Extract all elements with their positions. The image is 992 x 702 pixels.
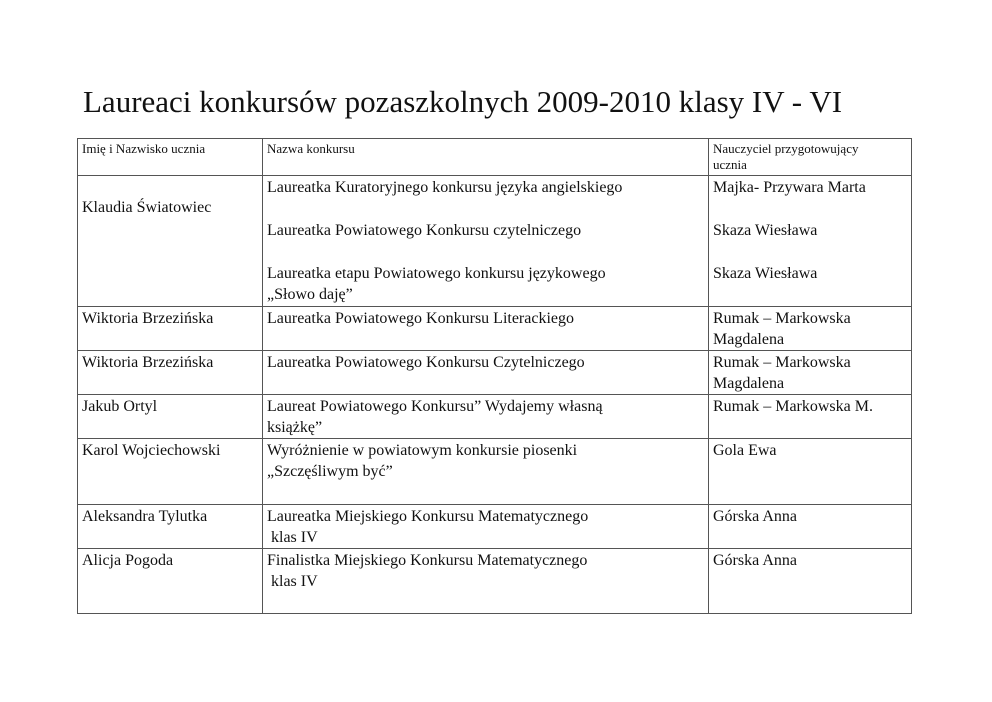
contest-name: Laureat Powiatowego Konkursu” Wydajemy własną	[267, 398, 603, 415]
table-row	[78, 351, 912, 395]
teacher-name: Skaza Wiesława	[713, 222, 818, 239]
table-row	[78, 549, 912, 614]
student-name: Alicja Pogoda	[78, 549, 263, 614]
contest-name-cont: „Szczęśliwym być”	[267, 463, 393, 480]
teacher-cell	[709, 176, 912, 307]
teacher-name: Rumak – Markowska	[713, 354, 851, 371]
student-name: Aleksandra Tylutka	[78, 505, 263, 549]
contest-name: Wyróżnienie w powiatowym konkursie piosenki	[267, 442, 578, 459]
student-name: Jakub Ortyl	[78, 395, 263, 439]
teacher-name: Górska Anna	[709, 505, 912, 549]
page-title: Laureaci konkursów pozaszkolnych 2009-2010 klasy IV - VI	[83, 84, 843, 119]
contest-name-cont: klas IV	[267, 573, 318, 590]
contest-name: Finalistka Miejskiego Konkursu Matematycznego	[267, 552, 588, 569]
contest-name: Laureatka Powiatowego Konkursu Literackiego	[263, 307, 709, 351]
table-row	[78, 439, 912, 505]
teacher-name-cont: Magdalena	[713, 331, 785, 348]
contest-name: Laureatka etapu Powiatowego konkursu językowego	[267, 265, 606, 282]
contest-cell	[263, 439, 709, 505]
header-teacher-line1: Nauczyciel przygotowujący	[713, 141, 859, 156]
contest-name: Laureatka Kuratoryjnego konkursu języka angielskiego	[267, 179, 623, 196]
laureates-table	[77, 138, 912, 614]
contest-cell	[263, 395, 709, 439]
header-teacher-line2: ucznia	[713, 157, 747, 172]
table-row	[78, 307, 912, 351]
table-header-row	[78, 139, 912, 176]
contest-name-cont: książkę”	[267, 419, 323, 436]
contest-cell	[263, 505, 709, 549]
header-student: Imię i Nazwisko ucznia	[78, 139, 263, 176]
teacher-name-cont: Magdalena	[713, 375, 785, 392]
teacher-cell	[709, 307, 912, 351]
teacher-name: Rumak – Markowska M.	[709, 395, 912, 439]
contest-name: Laureatka Miejskiego Konkursu Matematycznego	[267, 508, 589, 525]
teacher-name: Rumak – Markowska	[713, 310, 851, 327]
teacher-name: Majka- Przywara Marta	[713, 179, 866, 196]
contest-name-cont: klas IV	[267, 529, 318, 546]
teacher-name: Górska Anna	[709, 549, 912, 614]
teacher-name: Skaza Wiesława	[713, 265, 818, 282]
contest-name-cont: „Słowo daję”	[267, 286, 353, 303]
header-teacher	[709, 139, 912, 176]
contest-cell	[263, 549, 709, 614]
contest-name: Laureatka Powiatowego Konkursu Czytelniczego	[263, 351, 709, 395]
table-row	[78, 395, 912, 439]
student-name: Klaudia Światowiec	[82, 199, 212, 216]
teacher-name: Gola Ewa	[709, 439, 912, 505]
table-row	[78, 176, 912, 307]
student-name: Wiktoria Brzezińska	[78, 307, 263, 351]
contest-cell	[263, 176, 709, 307]
student-name: Karol Wojciechowski	[78, 439, 263, 505]
student-name: Wiktoria Brzezińska	[78, 351, 263, 395]
teacher-cell	[709, 351, 912, 395]
student-cell	[78, 176, 263, 307]
header-contest: Nazwa konkursu	[263, 139, 709, 176]
contest-name: Laureatka Powiatowego Konkursu czytelniczego	[267, 222, 582, 239]
table-row	[78, 505, 912, 549]
